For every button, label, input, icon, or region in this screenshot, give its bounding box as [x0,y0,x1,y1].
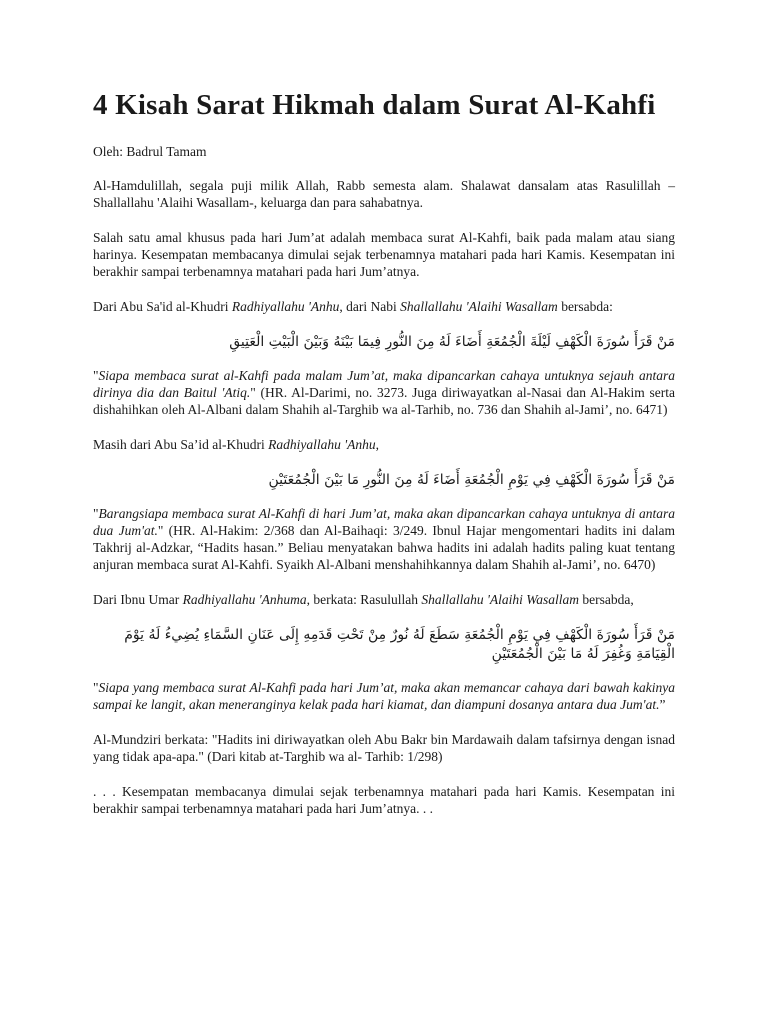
hadith2-translation [93,505,675,573]
hadith2-intro-a: Masih dari Abu Sa’id al-Khudri [93,437,269,452]
hadith1-arabic: مَنْ قَرَأَ سُورَةَ الْكَهْفِ لَيْلَةَ الْجُمُعَةِ أَضَاءَ لَهُ مِنَ النُّورِ فِيمَا بَيْنَهُ وَبَيْنَ الْبَيْتِ الْعَتِيقِ [229,334,675,350]
mundziri-paragraph: Al-Mundziri berkata: "Hadits ini diriwayatkan oleh Abu Bakr bin Mardawaih dalam tafsirnya dengan isnad yang tidak apa-apa." (Dari kitab at-Targhib wa al- Tarhib: 1/298) [93,732,675,764]
hadith3-intro-d: Shallallahu 'Alaihi Wasallam [421,592,579,607]
hadith1-intro-d: Shallallahu 'Alaihi Wasallam [400,299,558,314]
hadith1-translation-italic: Siapa membaca surat al-Kahfi pada malam Jum’at, maka dipancarkan cahaya untuknya sejauh antara dirinya dia dan Baitul 'Atiq. [93,368,675,400]
hadith1-intro-b: Radhiyallahu 'Anhu [231,299,340,314]
hadith3-translation-close: ” [659,697,666,712]
hadith3-intro-c: , berkata: Rasulullah [306,592,422,607]
hadith3-intro-e: bersabda, [578,592,634,607]
article-title: 4 Kisah Sarat Hikmah dalam Surat Al-Kahfi [93,89,656,121]
closing-paragraph: . . . Kesempatan membacanya dimulai sejak terbenamnya matahari pada hari Kamis. Kesempatan ini berakhir sampai terbenamnya matahari pada hari Jum’atnya. . . [93,784,675,816]
hadith3-arabic: مَنْ قَرَأَ سُورَةَ الْكَهْفِ فِي يَوْمِ الْجُمُعَةِ سَطَعَ لَهُ نُورٌ مِنْ تَحْتِ قَدَمِهِ إِلَى عَنَانِ السَّمَاءِ يُضِيءُ لَهُ يَوْمَ الْقِيَامَةِ وَغُفِرَ لَهُ مَا بَيْنَ الْجُمُعَتَيْنِ [124,627,675,662]
hadith1-intro-a: Dari Abu Sa'id al-Khudri [93,299,232,314]
hadith3-intro-b: Radhiyallahu 'Anhuma [182,592,307,607]
intro-paragraph: Al-Hamdulillah, segala puji milik Allah, Rabb semesta alam. Shalawat dansalam atas Rasulillah –Shallallahu 'Alaihi Wasallam-, keluarga dan para sahabatnya. [93,178,675,210]
hadith1-translation-open: " [93,368,99,383]
hadith3-translation-open: " [93,680,99,695]
hadith2-intro-c: , [375,437,379,452]
hadith2-translation-italic: Barangsiapa membaca surat Al-Kahfi di hari Jum’at, maka akan dipancarkan cahaya untuknya di antara dua Jum'at. [93,506,675,538]
hadith2-arabic: مَنْ قَرَأَ سُورَةَ الْكَهْفِ فِي يَوْمِ الْجُمُعَةِ أَضَاءَ لَهُ مِنَ النُّورِ مَا بَيْنَ الْجُمُعَتَيْنِ [268,472,675,488]
hadith1-translation-source: " (HR. Al-Darimi, no. 3273. Juga diriwayatkan al-Nasai dan Al-Hakim serta dishahihkan oleh Al-Albani dalam Shahih al-Targhib wa al-Tarhib, no. 736 dan Shahih al-Jami’, no. 6471) [93,385,675,417]
hadith3-intro-a: Dari Ibnu Umar [93,592,183,607]
paragraph-friday-practice: Salah satu amal khusus pada hari Jum’at adalah membaca surat Al-Kahfi, baik pada malam atau siang harinya. Kesempatan membacanya dimulai sejak terbenamnya matahari pada hari Kamis. Kesempatan ini berakhir sampai terbenamnya matahari pada hari Jum’atnya. [93,230,675,279]
hadith2-translation-open: " [93,506,99,521]
hadith2-translation-source: " (HR. Al-Hakim: 2/368 dan Al-Baihaqi: 3/249. Ibnul Hajar mengomentari hadits ini dalam Takhrij al-Adzkar, “Hadits hasan.” Beliau menyatakan bahwa hadits ini adalah hadits paling kuat tentang anjuran membaca surat Al-Kahfi. Syaikh Al-Albani menshahihkannya dalam Shahih al-Jami’, no. 6470) [93,523,675,572]
hadith2-intro-b: Radhiyallahu 'Anhu [268,437,376,452]
hadith2-intro [93,436,675,453]
hadith1-intro [93,298,675,315]
hadith3-intro [93,591,675,608]
hadith3-translation [93,679,675,713]
hadith1-intro-c: , dari Nabi [339,299,401,314]
hadith1-translation [93,367,675,418]
hadith3-translation-italic: Siapa yang membaca surat Al-Kahfi pada hari Jum’at, maka akan memancar cahaya dari bawah kakinya sampai ke langit, akan meneranginya kelak pada hari kiamat, dan diampuni dosanya antara dua Jum'at. [93,680,675,712]
author-byline: Oleh: Badrul Tamam [93,144,207,159]
hadith1-intro-e: bersabda: [557,299,613,314]
